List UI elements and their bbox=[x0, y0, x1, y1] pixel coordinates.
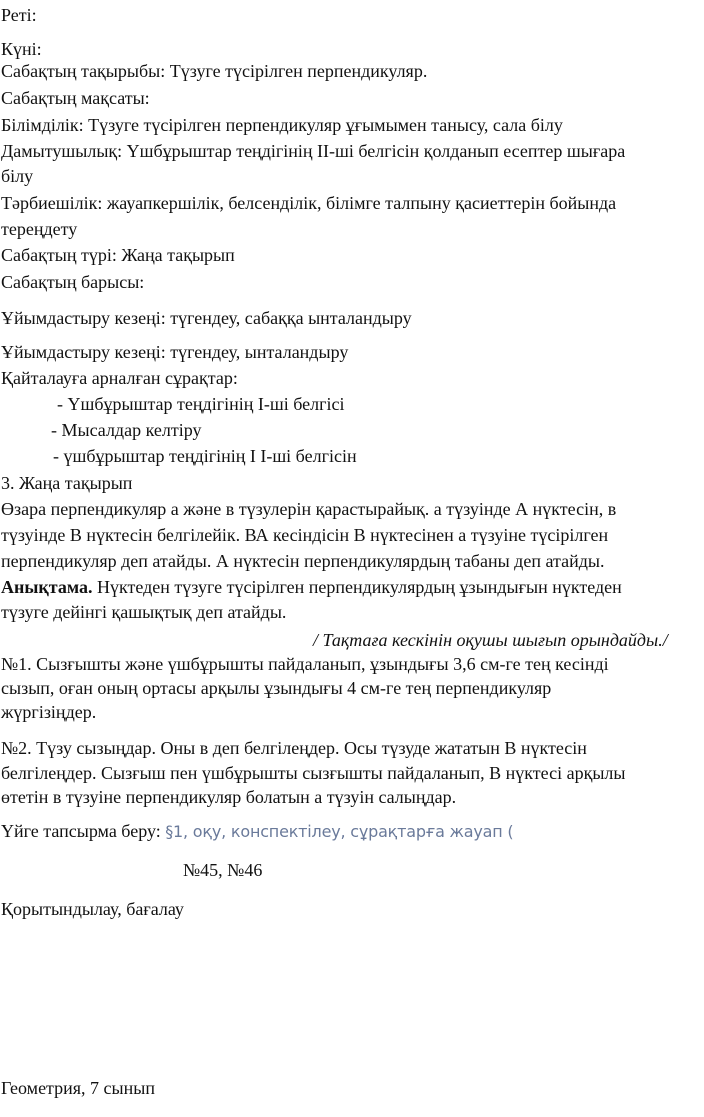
date-line: Реті: bbox=[1, 5, 37, 25]
upbringing-goal-line-1: Тәрбиешілік: жауапкершілік, белсенділік, білімге талпыну қасиеттерін бойында bbox=[1, 193, 617, 213]
developmental-goal-line-2: білу bbox=[1, 166, 34, 186]
task-2-line-1: №2. Түзу сызыңдар. Оны в деп белгілеңдер. Осы түзуде жататын В нүктесін bbox=[1, 738, 587, 758]
paragraph-1-line-2: түзуінде В нүктесін белгілейік. ВА кесіндісін В нүктесінен а түзуіне түсірілген bbox=[1, 525, 609, 545]
task-2-line-2: белгілеңдер. Сызғыш пен үшбұрышты сызғышты пайдаланып, В нүктесі арқылы bbox=[1, 763, 626, 783]
review-question-1: - Үшбұрыштар теңдігінің І-ші белгісі bbox=[57, 394, 345, 414]
homework-numbers: №45, №46 bbox=[183, 860, 263, 880]
definition-label: Анықтама. bbox=[1, 577, 93, 597]
developmental-goal-line-1: Дамытушылық: Үшбұрыштар теңдігінің ІІ-ші белгісін қолданып есептер шығара bbox=[1, 141, 626, 161]
definition-text: Нүктеден түзуге түсірілген перпендикулярдың ұзындығын нүктеден bbox=[92, 577, 622, 597]
board-note: / Тақтаға кескінін оқушы шығып орындайды./ bbox=[313, 630, 668, 650]
definition-line-2: түзуге дейінгі қашықтық деп атайды. bbox=[1, 602, 287, 622]
new-topic-heading: 3. Жаңа тақырып bbox=[1, 473, 133, 493]
footer-line: Геометрия, 7 сынып bbox=[1, 1078, 156, 1098]
paragraph-1-line-1: Өзара перпендикуляр а және в түзулерін қарастырайық. а түзуінде А нүктесін, в bbox=[1, 499, 617, 519]
review-question-2: - Мысалдар келтіру bbox=[51, 420, 202, 440]
homework-line bbox=[1, 819, 513, 844]
review-heading: Қайталауға арналған сұрақтар: bbox=[1, 368, 238, 388]
task-1-line-1: №1. Сызғышты және үшбұрышты пайдаланып, ұзындығы 3,6 см-ге тең кесінді bbox=[1, 654, 609, 674]
organization-line-1: Ұйымдастыру кезеңі: түгендеу, сабаққа ынталандыру bbox=[1, 308, 412, 328]
topic-line: Сабақтың тақырыбы: Түзуге түсірілген перпендикуляр. bbox=[1, 61, 428, 81]
definition-line-1 bbox=[1, 575, 622, 599]
homework-text: §1, оқу, конспектілеу, сұрақтарға жауап ( bbox=[165, 822, 514, 841]
upbringing-goal-line-2: тереңдету bbox=[1, 219, 78, 239]
task-1-line-3: жүргізіңдер. bbox=[1, 702, 97, 722]
task-1-line-2: сызып, оған оның ортасы арқылы ұзындығы 4 см-ге тең перпендикуляр bbox=[1, 678, 552, 698]
goal-heading: Сабақтың мақсаты: bbox=[1, 88, 150, 108]
day-line: Күні: bbox=[1, 39, 42, 59]
task-2-line-3: өтетін в түзуіне перпендикуляр болатын а түзуін салыңдар. bbox=[1, 787, 457, 807]
organization-line-2: Ұйымдастыру кезеңі: түгендеу, ынталандыру bbox=[1, 342, 349, 362]
review-question-3: - үшбұрыштар теңдігінің І І-ші белгісін bbox=[53, 446, 357, 466]
lesson-type-line: Сабақтың түрі: Жаңа тақырып bbox=[1, 245, 235, 265]
paragraph-1-line-3: перпендикуляр деп атайды. А нүктесін перпендикулярдың табаны деп атайды. bbox=[1, 551, 605, 571]
summary-line: Қорытындылау, бағалау bbox=[1, 899, 184, 919]
homework-label: Үйге тапсырма беру: bbox=[1, 821, 166, 841]
lesson-course-heading: Сабақтың барысы: bbox=[1, 272, 145, 292]
educational-goal: Білімділік: Түзуге түсірілген перпендикуляр ұғымымен танысу, сала білу bbox=[1, 115, 563, 135]
